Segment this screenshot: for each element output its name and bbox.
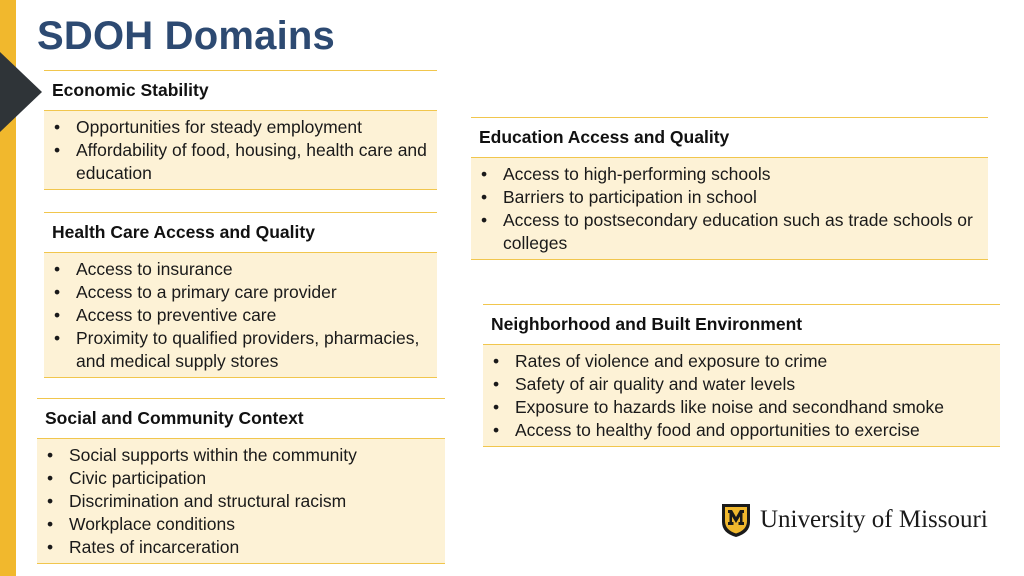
domain-body <box>44 253 437 378</box>
domain-card-health-care-access <box>44 212 437 378</box>
domain-body <box>483 345 1000 447</box>
list-item: • Barriers to participation in school <box>479 186 980 209</box>
list-item: • Proximity to qualified providers, pharmacies, and medical supply stores <box>52 327 429 373</box>
domain-heading: Social and Community Context <box>37 398 445 439</box>
domain-heading: Health Care Access and Quality <box>44 212 437 253</box>
list-item: • Access to preventive care <box>52 304 429 327</box>
list-item: • Rates of incarceration <box>45 536 437 559</box>
logo-wordmark: University of Missouri <box>760 506 988 533</box>
slide-tab-marker <box>0 52 42 132</box>
domain-heading: Education Access and Quality <box>471 117 988 158</box>
page-title: SDOH Domains <box>37 14 336 58</box>
list-item: • Rates of violence and exposure to crime <box>491 350 992 373</box>
list-item: • Discrimination and structural racism <box>45 490 437 513</box>
domain-body <box>471 158 988 260</box>
list-item: • Access to healthy food and opportunities to exercise <box>491 419 992 442</box>
list-item: • Workplace conditions <box>45 513 437 536</box>
domain-body <box>44 111 437 190</box>
domain-list <box>491 350 992 442</box>
list-item: • Safety of air quality and water levels <box>491 373 992 396</box>
list-item: • Social supports within the community <box>45 444 437 467</box>
list-item: • Exposure to hazards like noise and secondhand smoke <box>491 396 992 419</box>
list-item: • Access to postsecondary education such as trade schools or colleges <box>479 209 980 255</box>
domain-heading: Neighborhood and Built Environment <box>483 304 1000 345</box>
list-item: • Access to high-performing schools <box>479 163 980 186</box>
list-item: • Access to insurance <box>52 258 429 281</box>
list-item: • Access to a primary care provider <box>52 281 429 304</box>
domain-card-education-access <box>471 117 988 260</box>
list-item: • Affordability of food, housing, health care and education <box>52 139 429 185</box>
list-item: • Civic participation <box>45 467 437 490</box>
domain-body <box>37 439 445 564</box>
mizzou-shield-icon <box>720 502 752 538</box>
domain-card-neighborhood-environment <box>483 304 1000 447</box>
domain-list <box>45 444 437 559</box>
university-logo <box>720 502 988 538</box>
domain-card-economic-stability <box>44 70 437 190</box>
domain-card-social-community <box>37 398 445 564</box>
domain-list <box>52 116 429 185</box>
list-item: • Opportunities for steady employment <box>52 116 429 139</box>
domain-heading: Economic Stability <box>44 70 437 111</box>
domain-list <box>479 163 980 255</box>
domain-list <box>52 258 429 373</box>
